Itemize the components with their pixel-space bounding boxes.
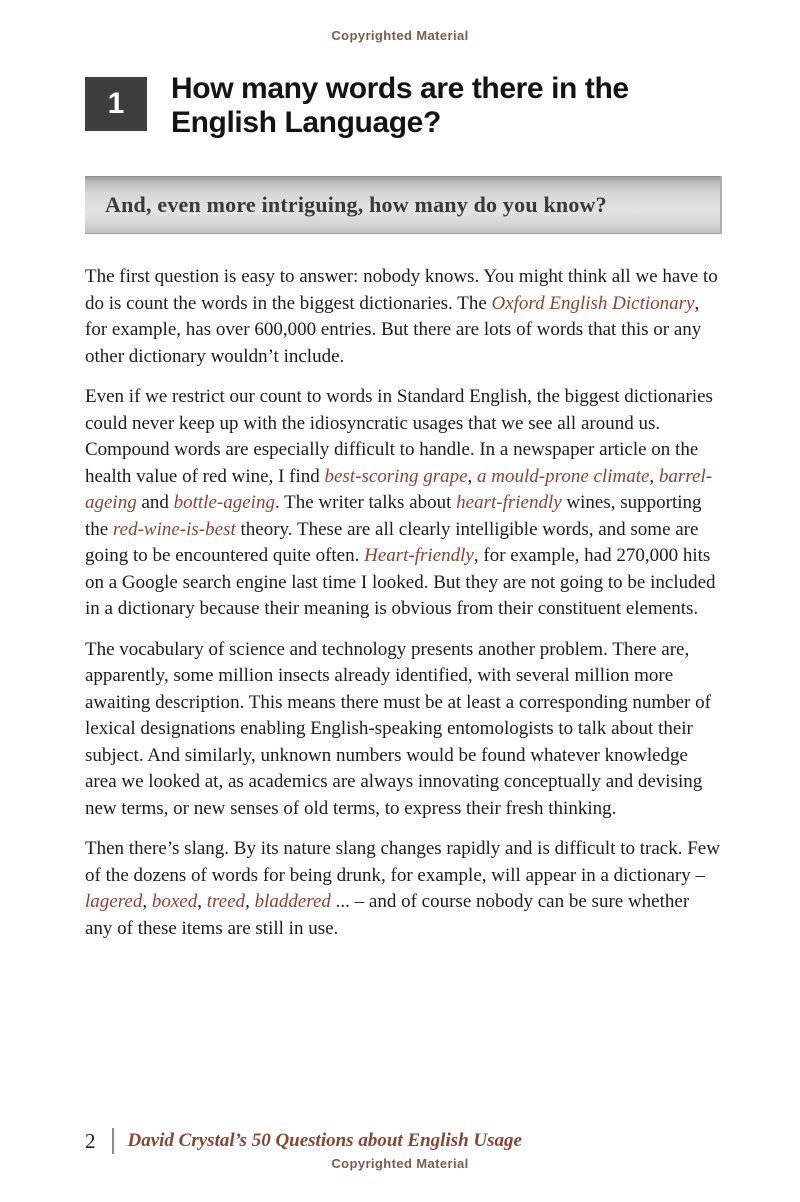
text-run: ... – and of course nobody can be sure whether any of these items are still in use. <box>85 891 690 939</box>
text-run: The vocabulary of science and technology presents another problem. There are, apparently, some million insects already identified, with several million more awaiting description. This means there must be at least a corresponding number of lexical designations enabling English-speaking entomologists to talk about their subject. And similarly, unknown numbers would be found whatever knowledge area we looked at, as academics are always innovating conceptually and devising new terms, or new senses of old terms, to express their fresh thinking. <box>85 638 711 819</box>
copyright-notice-bottom: Copyrighted Material <box>331 1156 469 1171</box>
emphasized-term: Oxford English Dictionary <box>491 292 695 314</box>
paragraph <box>85 637 720 823</box>
page-footer <box>85 1128 522 1154</box>
text-run: Then there’s slang. By its nature slang changes rapidly and is difficult to track. Few of the dozens of words for being drunk, for example, will appear in a dictionary – <box>85 838 720 886</box>
text-run: . The writer talks about <box>274 492 457 513</box>
text-run: , <box>649 465 659 487</box>
text-run: , for example, had 270,000 hits on a Google search engine last time I looked. But they are not going to be included in a dictionary because their meaning is obvious from their constituent elements. <box>85 545 716 619</box>
text-run: The first question is easy to answer: nobody knows. You might think all we have to do is count the words in the biggest dictionaries. The <box>85 266 718 314</box>
book-title: David Crystal’s 50 Questions about English Usage <box>127 1130 522 1151</box>
text-run: Even if we restrict our count to words in Standard English, the biggest dictionaries could never keep up with the idiosyncratic usages that we see all around us. Compound words are especially difficult to handle. In a newspaper article on the health value of red wine, I find <box>85 386 713 487</box>
emphasized-term: lagered <box>85 891 143 912</box>
chapter-number-badge: 1 <box>85 77 147 131</box>
chapter-title <box>171 72 629 140</box>
emphasized-term: boxed <box>151 891 198 912</box>
emphasized-term: Heart-friendly <box>364 545 474 566</box>
page-number: 2 <box>85 1128 96 1153</box>
text-run: and <box>136 492 174 513</box>
paragraph <box>85 384 720 623</box>
chapter-title-line-1: How many words are there in the <box>171 72 629 105</box>
emphasized-term: barrel-ageing <box>85 465 713 513</box>
text-run: , <box>197 891 207 912</box>
chapter-title-line-2: English Language? <box>171 106 441 139</box>
emphasized-term: red-wine-is-best <box>112 518 236 540</box>
chapter-subtitle: And, even more intriguing, how many do you know? <box>105 191 607 217</box>
emphasized-term: bottle-ageing <box>173 492 275 513</box>
footer-divider <box>112 1128 114 1154</box>
emphasized-term: treed <box>206 891 246 912</box>
text-run: theory. These are all clearly intelligible words, and some are going to be encountered quite often. <box>85 518 699 566</box>
text-run: , <box>245 891 255 912</box>
text-run: wines, supporting the <box>85 492 702 540</box>
paragraph <box>85 836 720 942</box>
emphasized-term: bladdered <box>254 891 331 912</box>
emphasized-term: a mould-prone climate <box>477 465 650 487</box>
chapter-subtitle-bar <box>85 176 722 234</box>
text-run: , <box>142 891 152 912</box>
emphasized-term: heart-friendly <box>456 492 562 513</box>
chapter-header <box>85 72 720 140</box>
text-run: , <box>467 465 478 487</box>
body-text <box>85 264 720 942</box>
copyright-notice-top: Copyrighted Material <box>331 28 469 43</box>
text-run: , for example, has over 600,000 entries. But there are lots of words that this or any other dictionary wouldn’t include. <box>85 292 702 367</box>
emphasized-term: best-scoring grape <box>324 465 468 487</box>
paragraph <box>85 264 720 370</box>
